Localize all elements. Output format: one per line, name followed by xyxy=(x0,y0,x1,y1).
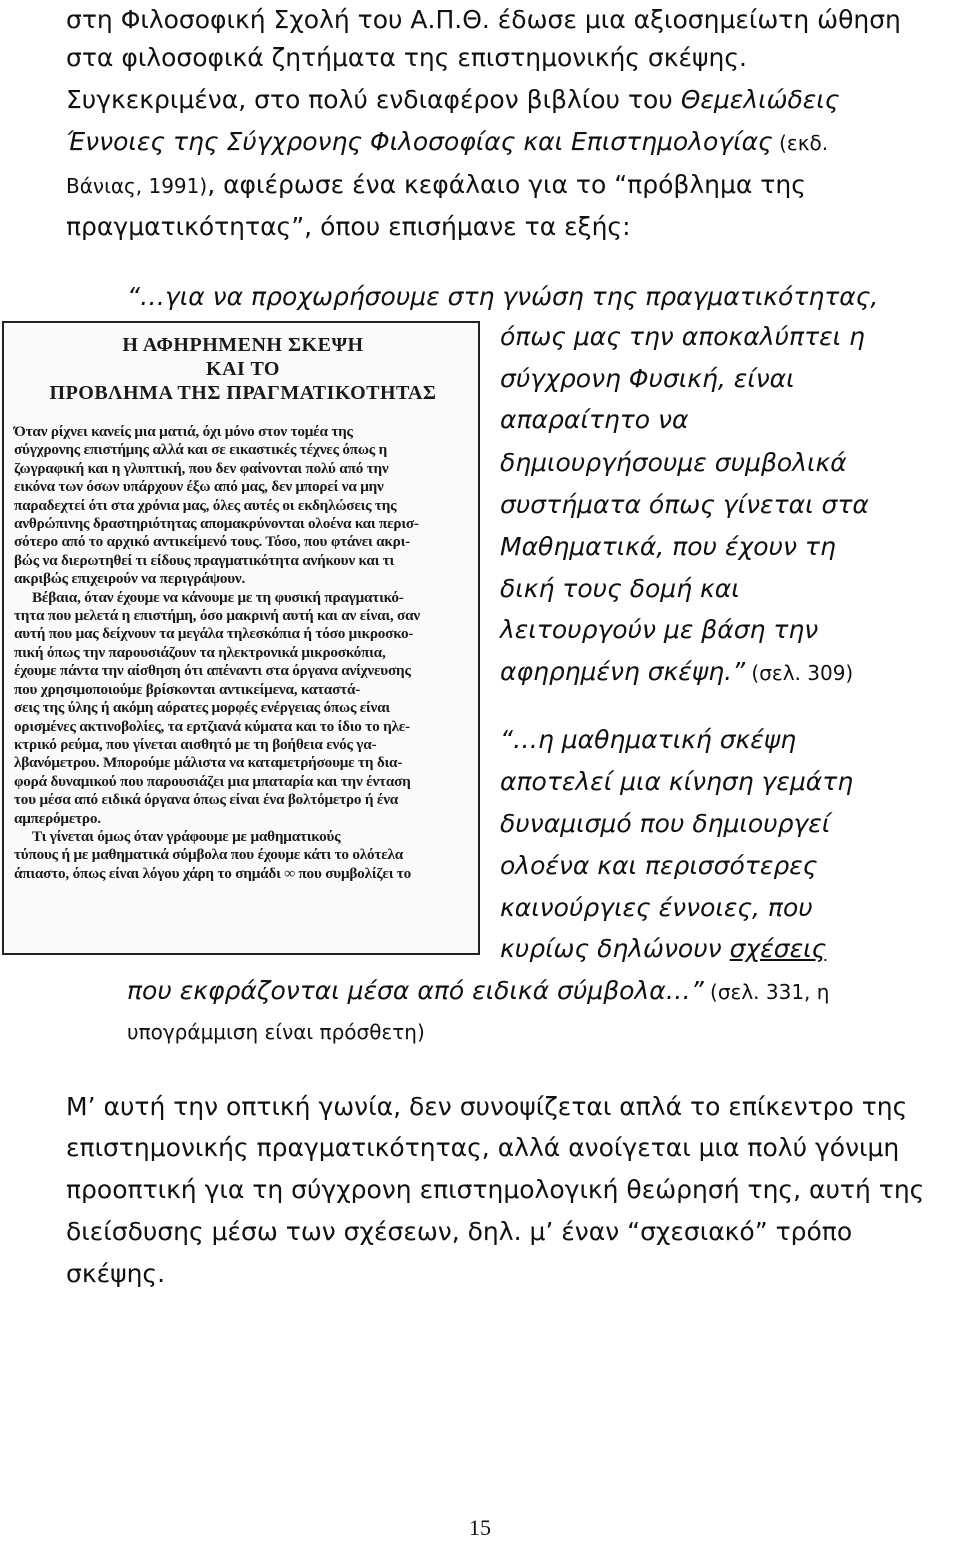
quote1-line-1: “…για να προχωρήσουμε στη γνώση της πραγματικότητας, xyxy=(127,282,879,311)
scan-line: κτρικό ρεύμα, που γίνεται αισθητό με τη βοήθεια ενός γα- xyxy=(14,735,377,753)
closing-line-1: Μ’ αυτή την οπτική γωνία, δεν συνοψίζεται απλά το επίκεντρο της xyxy=(66,1092,908,1121)
intro-line-6: πραγματικότητας”, όπου επισήμανε τα εξής: xyxy=(66,212,631,241)
quote1-line-3: σύγχρονη Φυσική, είναι xyxy=(500,364,795,393)
quote2-line-3: δυναμισμό που δημιουργεί xyxy=(500,809,831,838)
quote1-page-ref: (σελ. 309) xyxy=(745,661,854,685)
scan-line: ανθρώπινης δραστηριότητας απομακρύνονται ολοένα και περισ- xyxy=(14,515,419,533)
scanned-book-excerpt xyxy=(2,321,480,955)
quote2-page-ref: (σελ. 331, η xyxy=(703,980,830,1004)
quote2-end: που εκφράζονται μέσα από ειδικά σύμβολα…” xyxy=(127,976,704,1005)
intro-line-4 xyxy=(66,127,828,158)
closing-line-3: προοπτική για τη σύγχρονη επιστημολογική θεώρησή της, αυτή της xyxy=(66,1175,925,1204)
scan-line: πική όπως την παρουσιάζουν τα ηλεκτρονικά μικροσκόπια, xyxy=(14,643,386,661)
scan-line: παραδεχτεί ότι στα χρόνια μας, όλες αυτές οι εκδηλώσεις της xyxy=(14,496,397,514)
page-number: 15 xyxy=(469,1515,491,1540)
closing-line-4: διείσδυσης μέσω των σχέσεων, δηλ. μ’ έναν “σχεσιακό” τρόπο xyxy=(66,1217,853,1246)
quote1-line-9: λειτουργούν με βάση την xyxy=(500,615,819,644)
scan-line: Βέβαια, όταν έχουμε να κάνουμε με τη φυσική πραγματικό- xyxy=(32,588,404,606)
scan-line: τύπους ή με μαθηματικά σύμβολα που έχουμε κάτι το ολότελα xyxy=(14,846,404,864)
scan-title xyxy=(14,333,472,405)
intro-line-2: στα φιλοσοφικά ζητήματα της επιστημονικής σκέψης. xyxy=(66,43,747,72)
scan-line: ακριβώς επιχειρούν να περιγράψουν. xyxy=(14,570,246,588)
scan-line: σεις της ύλης ή ακόμη αόρατες μορφές ενέργειας όπως είναι xyxy=(14,699,390,717)
intro-line-5 xyxy=(66,170,806,201)
quote1-line-7: Μαθηματικά, που έχουν τη xyxy=(500,532,836,561)
book-title-part-2: Έννοιες της Σύγχρονης Φιλοσοφίας και Επιστημολογίας xyxy=(66,127,773,156)
quote2-line-5: καινούργιες έννοιες, που xyxy=(500,893,813,922)
scan-line: τητα που μελετά η επιστήμη, όσο μακρινή αυτή και αν είναι, σαν xyxy=(14,607,420,625)
scan-line: σότερο από το αρχικό αντικείμενό τους. Τόσο, που φτάνει ακρι- xyxy=(14,533,410,551)
scan-line: φορά δυναμικού που παρουσιάζει μια μπαταρία και την ένταση xyxy=(14,772,411,790)
scan-line: Όταν ρίχνει κανείς μια ματιά, όχι μόνο στον τομέα της xyxy=(14,423,353,440)
scan-line: Τι γίνεται όμως όταν γράφουμε με μαθηματικούς xyxy=(32,827,341,845)
quote2-line-4: ολοένα και περισσότερες xyxy=(500,851,818,880)
quote1-line-4: απαραίτητο να xyxy=(500,405,689,434)
intro-line-3-text: Συγκεκριμένα, στο πολύ ενδιαφέρον βιβλίου του xyxy=(66,85,681,114)
intro-line-3 xyxy=(66,85,839,115)
scan-title-line-2: ΚΑΙ ΤΟ xyxy=(206,358,280,380)
publisher-note: (εκδ. xyxy=(772,131,829,155)
quote2-line-6-text: κυρίως δηλώνουν xyxy=(500,934,730,963)
scan-line: αμπερόμετρο. xyxy=(14,809,101,827)
quote1-line-5: δημιουργήσουμε συμβολικά xyxy=(500,448,847,477)
intro-line-1: στη Φιλοσοφική Σχολή του Α.Π.Θ. έδωσε μια αξιοσημείωτη ώθηση xyxy=(66,5,901,34)
scan-line: ορισμένες ακτινοβολίες, τα ερτζιανά κύματα και το ίδιο το ηλε- xyxy=(14,717,410,735)
quote2-line-2: αποτελεί μια κίνηση γεμάτη xyxy=(500,767,854,796)
scan-line: βώς να διερωτηθεί τι είδους πραγματικότητα ανήκουν και τι xyxy=(14,551,395,569)
scan-line: εικόνα των όσων υπάρχουν έξω από μας, δεν μπορεί να μην xyxy=(14,478,384,496)
scan-body xyxy=(14,423,472,883)
underlined-relations: σχέσεις xyxy=(729,934,827,963)
scan-line: που χρησιμοποιούμε βρίσκονται αντικείμενα, καταστά- xyxy=(14,680,361,698)
quote1-line-2: όπως μας την αποκαλύπτει η xyxy=(500,322,865,351)
scan-line: έχουμε πάντα την αίσθηση ότι απέναντι στα όργανα ανίχνευσης xyxy=(14,662,411,680)
closing-line-5: σκέψης. xyxy=(66,1259,166,1288)
quote2-line-6 xyxy=(500,934,826,964)
scan-title-line-3: ΠΡΟΒΛΗΜΑ ΤΗΣ ΠΡΑΓΜΑΤΙΚΟΤΗΤΑΣ xyxy=(49,382,437,404)
closing-line-2: επιστημονικής πραγματικότητας, αλλά ανοίγεται μια πολύ γόνιμη xyxy=(66,1133,900,1162)
scan-line: ζωγραφική και η γλυπτική, που δεν φαίνονται πολύ από την xyxy=(14,459,389,477)
scan-line: του μέσα από ειδικά όργανα όπως είναι ένα βολτόμετρο ή ένα xyxy=(14,791,399,809)
scan-line: άπιαστο, όπως είναι λόγου χάρη το σημάδι ∞ που συμβολίζει το xyxy=(14,864,412,882)
quote2-line-7 xyxy=(127,976,829,1007)
scan-line: λβανόμετρου. Μπορούμε μάλιστα να καταμετρήσουμε τη δια- xyxy=(14,754,403,772)
quote1-line-8: δική τους δομή και xyxy=(500,574,740,603)
quote2-line-1: “…η μαθηματική σκέψη xyxy=(500,725,797,754)
scan-title-line-1: Η ΑΦΗΡΗΜΕΝΗ ΣΚΕΨΗ xyxy=(122,334,364,356)
quote2-line-8: υπογράμμιση είναι πρόσθετη) xyxy=(127,1020,425,1044)
scan-line: σύγχρονης επιστήμης αλλά και σε εικαστικές τέχνες όπως η xyxy=(14,441,388,459)
quote1-line-10 xyxy=(500,657,853,688)
scan-line: αυτή που μας δείχνουν τα μεγάλα τηλεσκόπια ή τόσο μικροσκο- xyxy=(14,625,414,643)
quote1-end: αφηρημένη σκέψη.” xyxy=(500,657,746,686)
intro-line-5-text: , αφιέρωσε ένα κεφάλαιο για το “πρόβλημα της xyxy=(207,170,806,199)
book-title-part-1: Θεμελιώδεις xyxy=(680,85,840,114)
quote1-line-6: συστήματα όπως γίνεται στα xyxy=(500,490,869,519)
publisher-year: Βάνιας, 1991) xyxy=(66,174,208,198)
